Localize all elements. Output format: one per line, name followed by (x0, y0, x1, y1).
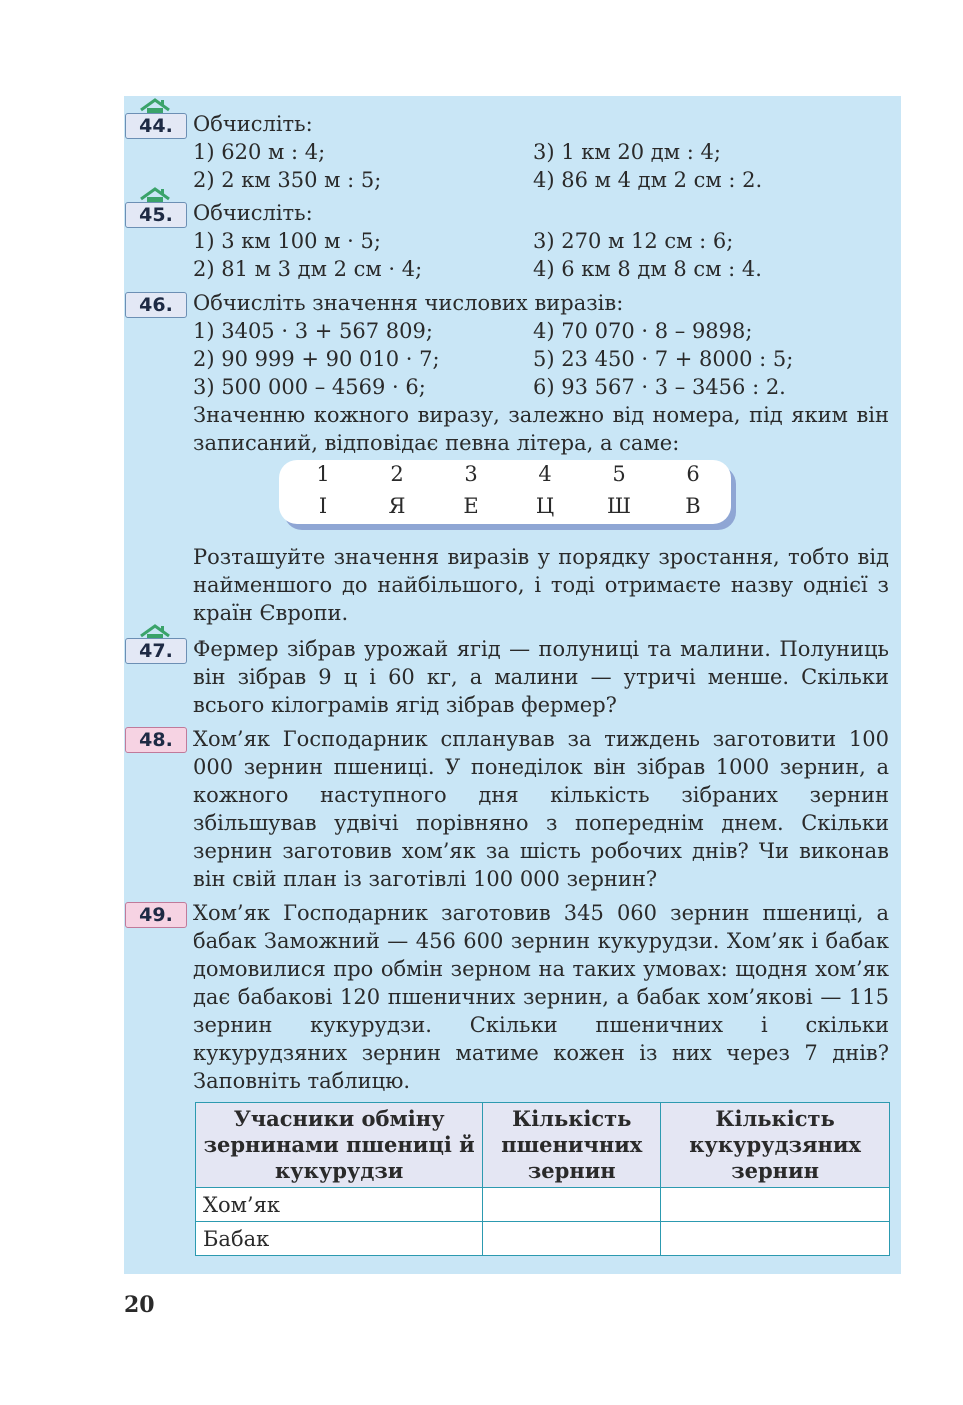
expression: 3) 1 км 20 дм : 4; (533, 140, 721, 164)
table-header: Кількість пшеничних зернин (483, 1103, 661, 1188)
letter-number: 5 (612, 462, 626, 486)
expression: 4) 6 км 8 дм 8 см : 4. (533, 257, 762, 281)
task-number: 49. (125, 902, 187, 928)
table-row (196, 1222, 890, 1256)
task-text: Хом’як Господарник спланував за тиждень заготовити 100 000 зернин пшениці. У понеділок він зібрав 1000 зернин, а кожного наступного дня кількість зібраних зернин збільшував удвічі порівняно з попереднім днем. Скільки зернин заготовив хом’як за шість робочих днів? Чи виконав він свій план із заготівлі 100 000 зернин? (193, 727, 889, 891)
expression: 3) 500 000 – 4569 · 6; (193, 375, 426, 399)
task-text: Хом’як Господарник заготовив 345 060 зернин пшениці, а бабак Заможний — 456 600 зернин кукурудзи. Хом’як і бабак домовилися про обмін зерном на таких умовах: щодня хом’як дає бабакові 120 пшеничних зернин, а бабак хом’якові — 115 зернин кукурудзи. Скільки пшеничних і скільки кукурудзяних зернин матиме кожен із них через 7 днів? Заповніть таблицю. (193, 901, 889, 1093)
expression: 1) 3 км 100 м · 5; (193, 229, 381, 253)
expression: 1) 3405 · 3 + 567 809; (193, 319, 433, 343)
letter-number: 6 (686, 462, 700, 486)
expression: 2) 90 999 + 90 010 · 7; (193, 347, 440, 371)
expression: 4) 70 070 · 8 – 9898; (533, 319, 753, 343)
task-note: Значенню кожного виразу, залежно від номера, під яким він записаний, відповідає певна літера, а саме: (193, 403, 889, 455)
expression: 2) 2 км 350 м : 5; (193, 168, 382, 192)
expression: 6) 93 567 · 3 – 3456 : 2. (533, 375, 786, 399)
task-text: Фермер зібрав урожай ягід — полуниці та малини. Полуниць він зібрав 9 ц і 60 кг, а малини — утричі менше. Скільки всього кілограмів ягід зібрав фермер? (193, 637, 889, 717)
table-header: Кількість кукурудзяних зернин (661, 1103, 890, 1188)
letter-number: 1 (316, 462, 330, 486)
letter: В (685, 494, 701, 518)
letter: Я (388, 494, 406, 518)
table-row-label: Хом’як (196, 1188, 483, 1222)
letter-number: 2 (390, 462, 404, 486)
expression: 2) 81 м 3 дм 2 см · 4; (193, 257, 423, 281)
letter-number: 3 (464, 462, 478, 486)
table-cell-empty (483, 1222, 661, 1256)
letter-key (279, 460, 731, 524)
task-number: 45. (125, 202, 187, 228)
table-cell-empty (483, 1188, 661, 1222)
table-row-label: Бабак (196, 1222, 483, 1256)
table-row (196, 1188, 890, 1222)
expression: 4) 86 м 4 дм 2 см : 2. (533, 168, 763, 192)
letter: Ш (607, 494, 631, 518)
expression: 5) 23 450 · 7 + 8000 : 5; (533, 347, 794, 371)
expression: 1) 620 м : 4; (193, 140, 326, 164)
exchange-table (195, 1102, 890, 1256)
task-intro: Обчисліть значення числових виразів: (193, 291, 624, 315)
exercise-panel (124, 96, 901, 1274)
letter: І (318, 494, 328, 518)
expression: 3) 270 м 12 см : 6; (533, 229, 734, 253)
task-number: 46. (125, 292, 187, 318)
table-cell-empty (661, 1222, 890, 1256)
letter-number: 4 (538, 462, 552, 486)
letter: Ц (535, 494, 555, 518)
letter: Е (463, 494, 479, 518)
task-number: 47. (125, 638, 187, 664)
task-intro: Обчисліть: (193, 201, 313, 225)
table-header: Учасники обміну зернинами пшениці й кукурудзи (196, 1103, 483, 1188)
task-intro: Обчисліть: (193, 112, 313, 136)
task-number: 48. (125, 727, 187, 753)
task-number: 44. (125, 113, 187, 139)
page-number: 20 (124, 1292, 155, 1318)
task-instruction: Розташуйте значення виразів у порядку зростання, тобто від найменшого до найбільшого, і тоді отримаєте назву однієї з країн Європи. (193, 545, 889, 625)
table-header-row (196, 1103, 890, 1188)
table-cell-empty (661, 1188, 890, 1222)
